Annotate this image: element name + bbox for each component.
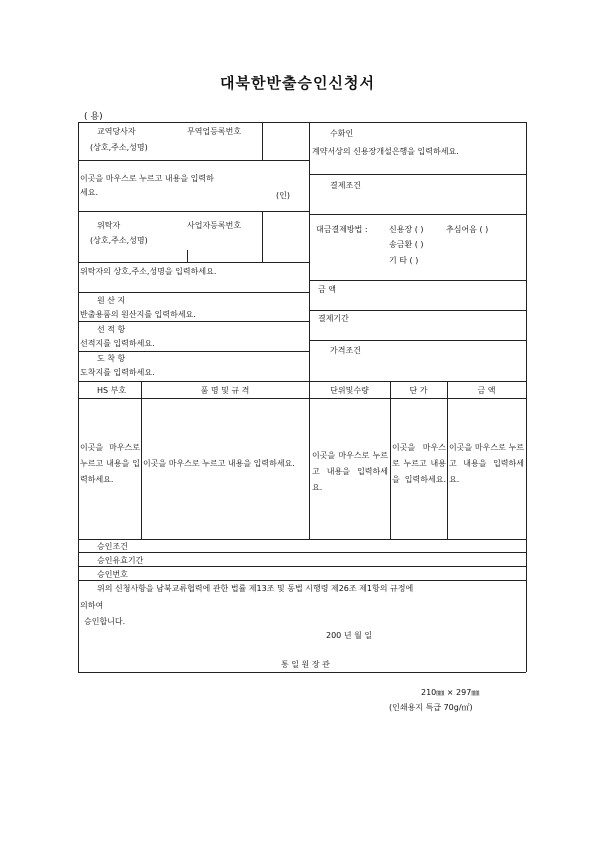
paper-spec: (인쇄용지 특급 70g/㎡) <box>389 703 473 712</box>
option-letter-of-credit[interactable]: 신용장 ( ) <box>389 225 424 234</box>
paper-size: 210㎜ × 297㎜ <box>421 688 480 697</box>
loading-port-input[interactable]: 선적지를 입력하세요. <box>80 339 155 348</box>
header-unit-price: 단 가 <box>409 386 428 395</box>
payment-method-label: 대금결제방법 : <box>316 225 368 234</box>
cell-amount[interactable]: 이곳을 마우스로 누르고 내용을 입력하세요. <box>449 443 524 484</box>
cell-item-spec[interactable]: 이곳을 마우스로 누르고 내용을 입력하세요. <box>143 459 295 468</box>
header-amount: 금 액 <box>477 386 496 395</box>
approval-validity-label: 승인유효기간 <box>97 556 144 565</box>
statement-line2: 의하여 <box>80 601 104 610</box>
form-title: 대북한반출승인신청서 <box>220 74 375 92</box>
amount-label: 금 액 <box>318 285 336 294</box>
entrusted-label: 위탁자 <box>97 221 121 230</box>
purpose-label: ( 용) <box>84 112 103 122</box>
entrusted-sublabel: (상호,주소,성명) <box>90 236 148 245</box>
settlement-period-label: 결제기간 <box>318 314 349 323</box>
header-unit-quantity: 단위및수량 <box>330 386 369 395</box>
origin-label: 원 산 지 <box>97 296 126 305</box>
header-hs-code: HS 부호 <box>97 386 127 395</box>
exporter-input-line2[interactable]: 세요. <box>80 188 98 197</box>
statement-line3: 승인합니다. <box>84 617 126 626</box>
cell-hs-code[interactable]: 이곳을 마우스로 누르고 내용을 입력하세요. <box>80 443 140 484</box>
entrusted-reg-label: 사업자등록번호 <box>187 221 242 230</box>
option-other[interactable]: 기 타 ( ) <box>389 256 419 265</box>
loading-port-label: 선 적 항 <box>97 325 126 334</box>
payment-terms-label: 결제조건 <box>330 181 361 190</box>
cell-unit-quantity[interactable]: 이곳을 마우스로 누르고 내용을 입력하세요. <box>312 451 388 492</box>
exporter-reg-label: 무역업등록번호 <box>187 127 242 136</box>
cell-unit-price[interactable]: 이곳을 마우스로 누르고 내용을 입력하세요. <box>392 443 446 484</box>
option-remittance[interactable]: 송금환 ( ) <box>389 240 424 249</box>
arrival-port-label: 도 착 항 <box>97 354 126 363</box>
consignee-input[interactable]: 계약서상의 신용장개설은행을 입력하세요. <box>312 147 459 156</box>
seal-mark: (인) <box>276 191 290 200</box>
origin-input[interactable]: 반출용품의 원산지를 입력하세요. <box>80 310 196 319</box>
header-item-spec: 품 명 및 규 격 <box>200 386 250 395</box>
consignee-label: 수화인 <box>330 129 354 138</box>
price-terms-label: 가격조건 <box>330 346 361 355</box>
approval-terms-label: 승인조건 <box>97 542 128 551</box>
approval-date: 200 년 월 일 <box>326 631 373 640</box>
exporter-input-line1[interactable]: 이곳을 마우스로 누르고 내용을 입력하 <box>80 174 214 183</box>
statement-line1: 위의 신청사항을 남북교류협력에 관한 법률 제13조 및 동법 시행령 제26조 제1항의 규정에 <box>97 584 414 593</box>
approver-signature: 통 일 원 장 관 <box>281 660 330 669</box>
arrival-port-input[interactable]: 도착지를 입력하세요. <box>80 368 155 377</box>
exporter-sublabel: (상호,주소,성명) <box>90 143 148 152</box>
exporter-label: 교역당사자 <box>97 127 136 136</box>
approval-number-label: 승인번호 <box>97 570 128 579</box>
entrusted-input[interactable]: 위탁자의 상호,주소,성명을 입력하세요. <box>80 267 217 276</box>
option-documentary-collection[interactable]: 추심어음 ( ) <box>446 225 489 234</box>
